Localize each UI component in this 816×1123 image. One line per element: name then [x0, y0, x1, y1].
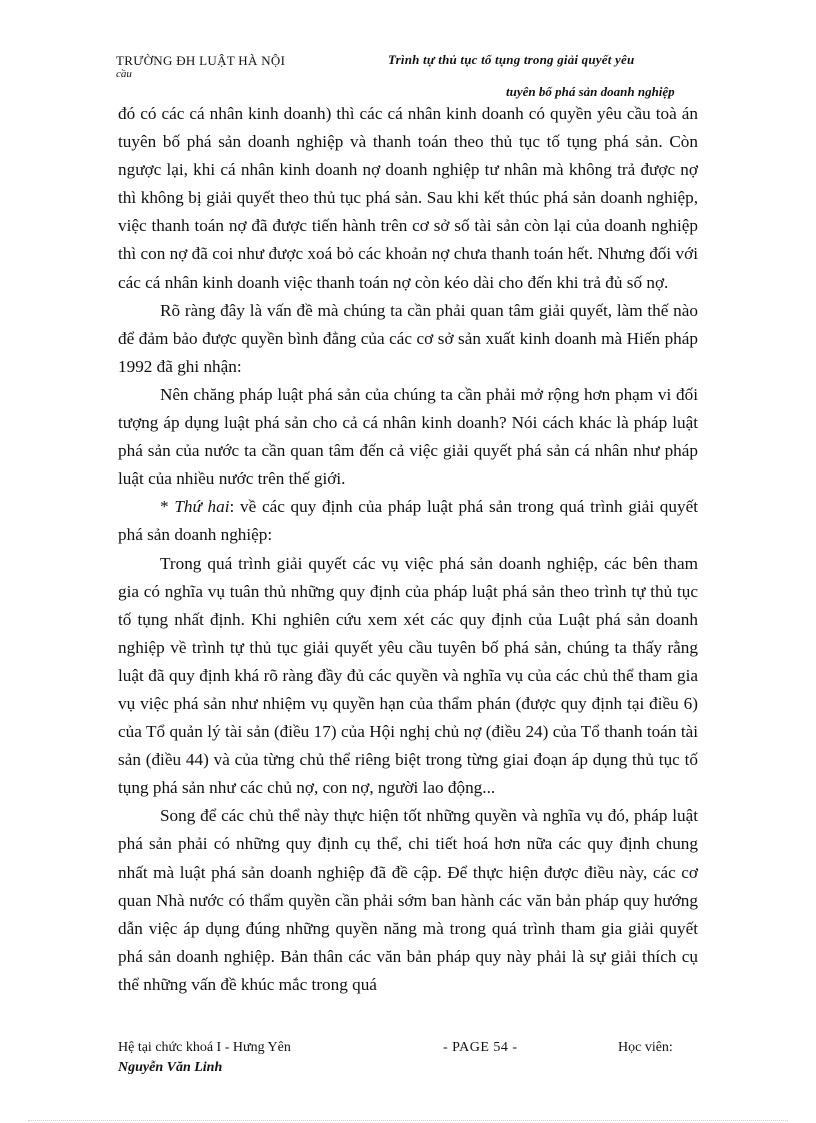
footer-student-label: Học viên:	[618, 1040, 673, 1055]
footer-course: Hệ tại chức khoá I - Hưng Yên	[118, 1040, 291, 1055]
paragraph-4	[118, 493, 698, 549]
section-label: Thứ hai	[174, 497, 230, 517]
header-left	[116, 54, 285, 81]
school-name: TRƯỜNG ĐH LUẬT HÀ NỘI	[116, 53, 286, 68]
page-bottom-divider	[28, 1120, 788, 1121]
page-number: - PAGE 54 -	[443, 1040, 518, 1055]
document-title-line-1: Trình tự thủ tục tố tụng trong giải quyết yêu	[388, 52, 635, 67]
document-body	[118, 100, 698, 999]
header-overflow-text: cầu	[116, 68, 132, 80]
paragraph-1: đó có các cá nhân kinh doanh) thì các cá nhân kinh doanh có quyền yêu cầu toà án tuyên bố phá sản doanh nghiệp và thanh toán theo thủ tục tố tụng phá sản. Còn ngược lại, khi cá nhân kinh doanh nợ doanh nghiệp tư nhân mà không trả được nợ thì không bị giải quyết theo thủ tục phá sản. Sau khi kết thúc phá sản doanh nghiệp, việc thanh toán nợ đã được tiến hành trên cơ sở số tài sản còn lại của doanh nghiệp thì con nợ đã coi như được xoá bỏ các khoản nợ chưa thanh toán hết. Nhưng đối với các cá nhân kinh doanh việc thanh toán nợ còn kéo dài cho đến khi trả đủ số nợ.	[118, 104, 698, 292]
paragraph-2: Rõ ràng đây là vấn đề mà chúng ta cần phải quan tâm giải quyết, làm thế nào để đảm bảo được quyền bình đẳng của các cơ sở sản xuất kinh doanh mà Hiến pháp 1992 đã ghi nhận:	[118, 300, 698, 376]
paragraph-3: Nên chăng pháp luật phá sản của chúng ta cần phải mở rộng hơn phạm vi đối tượng áp dụng luật phá sản cho cả cá nhân kinh doanh? Nói cách khác là pháp luật phá sản của nước ta cần quan tâm đến cả việc giải quyết phá sản cá nhân như pháp luật của nhiều nước trên thế giới.	[118, 384, 698, 489]
student-name: Nguyễn Văn Linh	[118, 1060, 223, 1075]
paragraph-4-text: : về các quy định của pháp luật phá sản trong quá trình giải quyết phá sản doanh nghiệp:	[118, 497, 698, 545]
paragraph-5: Trong quá trình giải quyết các vụ việc phá sản doanh nghiệp, các bên tham gia có nghĩa vụ tuân thủ những quy định của pháp luật phá sản theo trình tự thủ tục tố tụng nhất định. Khi nghiên cứu xem xét các quy định của Luật phá sản doanh nghiệp về trình tự thủ tục giải quyết yêu cầu tuyên bố phá sản, chúng ta thấy rằng luật đã quy định khá rõ ràng đầy đủ các quyền và nghĩa vụ của các chủ thể tham gia vụ việc phá sản như nhiệm vụ quyền hạn của thẩm phán (được quy định tại điều 6) của Tổ quản lý tài sản (điều 17) của Hội nghị chủ nợ (điều 24) của Tổ thanh toán tài sản (điều 44) và của từng chủ thể riêng biệt trong từng giai đoạn áp dụng thủ tục tố tụng phá sản như các chủ nợ, con nợ, người lao động...	[118, 553, 698, 798]
document-title-line-2: tuyên bố phá sản doanh nghiệp	[506, 84, 675, 99]
paragraph-6: Song để các chủ thể này thực hiện tốt những quyền và nghĩa vụ đó, pháp luật phá sản phải có những quy định cụ thể, chi tiết hoá hơn nữa các quy định chung nhất mà luật phá sản doanh nghiệp đã đề cập. Để thực hiện được điều này, các cơ quan Nhà nước có thẩm quyền cần phải sớm ban hành các văn bản pháp quy hướng dẫn việc áp dụng đúng những quyền năng mà trong quá trình tham gia giải quyết phá sản doanh nghiệp. Bản thân các văn bản pháp quy này phải là sự giải thích cụ thể những vấn đề khúc mắc trong quá	[118, 806, 698, 994]
bullet-marker: *	[160, 497, 175, 517]
